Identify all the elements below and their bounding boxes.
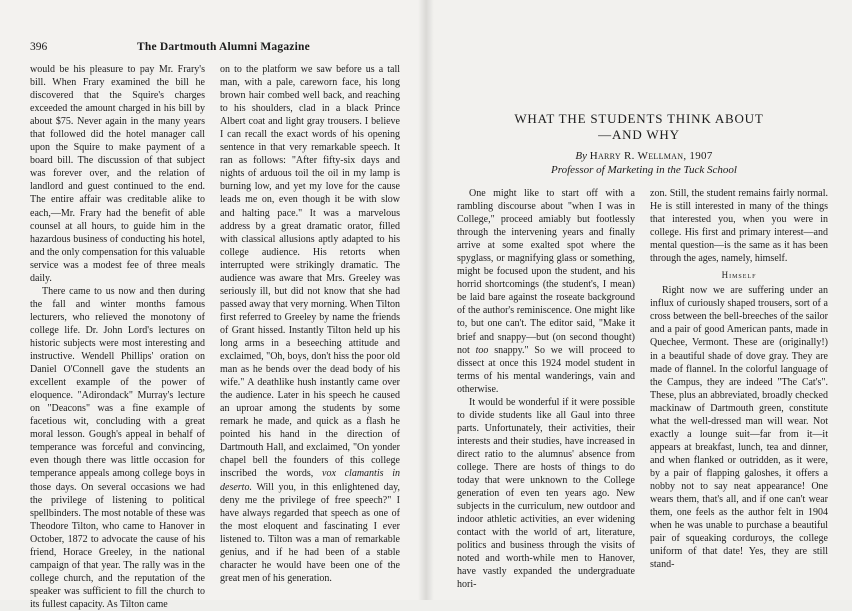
byline-by: By <box>575 150 587 162</box>
text-run: One might like to start off with a rambling discourse about "when I was in College," proceed amiably but footlessly through the intervening years and finally arrive at some exalted spot where the spyglass, or magnifying glass or something, might be focused upon the student, and his horrid shortcomings (the student's, I mean) be laid bare against the roseate background of the author's reminiscence. One might like to, but one can't. The editor said, "Make it brief and snappy—but (on second thought) not <box>457 188 635 356</box>
left-column-2 <box>220 63 400 585</box>
section-heading: Himself <box>721 270 757 281</box>
byline-author: Harry R. Wellman, 1907 <box>589 150 713 162</box>
right-column-2 <box>650 187 828 571</box>
byline <box>456 149 832 163</box>
paragraph: It would be wonderful if it were possible to divide students like all Gaul into three parts. Unfortunately, their activities, their interests and their studies, have increased in direct ratio to the alumnus' absence from college. There are hosts of things to do today that were unknown to the College generation of even ten years ago. New subjects in the curriculum, new outdoor and indoor athletic activities, an ever widening contact with the world of art, literature, politics and business through the visits of noted and worth-while men to Hanover, have vastly expanded the undergraduate hori- <box>457 396 635 591</box>
paragraph <box>220 63 400 585</box>
book-gutter-shadow <box>418 0 434 600</box>
text-run: Will you, in this enlightened day, deny me the privilege of free speech?" I have always regarded that speech as one of the most eloquent and fascinating I ever listened to. Tilton was a man of remarkable genius, and if he had been of a stable character he would have been one of the great men of his generation. <box>220 481 400 584</box>
paragraph <box>457 187 635 396</box>
paragraph: zon. Still, the student remains fairly normal. He is still interested in many of the things that interested you, when you were in college. His first and primary interest—and mental question—is the same as it has been through the ages, namely, himself. <box>650 188 828 265</box>
paragraph: would be his pleasure to pay Mr. Frary's bill. When Frary examined the bill he discovered that the Squire's charges exceeded the amount charged in his bill by about $75. Never again in the many years that followed did the hotel manager call upon the Squire to make payment of a board bill. The discussion of that subject was forever over, and the relation of landlord and guest continued to the end. The entire affair was creditable alike to each,—Mr. Frary had the benefit of able counsel at all hours, to guide him in the hazardous business of conducting his hotel, and the only compensation for this valuable service was a modest fee of three meals daily. <box>30 64 205 284</box>
magazine-title: The Dartmouth Alumni Magazine <box>137 41 310 53</box>
article-title-line-1: WHAT THE STUDENTS THINK ABOUT <box>514 111 764 126</box>
article-title-line-2: —AND WHY <box>598 127 680 142</box>
page-number: 396 <box>30 41 48 53</box>
paragraph: There came to us now and then during the fall and winter months famous lecturers, who relieved the monotony of college life. Dr. John Lord's lectures on historic subjects were most interesting and instructive. Wendell Phillips' oration on Daniel O'Connell gave the students an excellent example of the power of eloquence. "Adirondack" Murray's lecture on "Deacons" was a fine example of facetious wit, concluding with a great moral lesson. Gough's appeal in behalf of temperance was forceful and convincing, even though there was little occasion for temperance appeals among college boys in those days. On several occasions we had the privilege of listening to political spellbinders. The most notable of these was Theodore Tilton, who came to Hanover in October, 1872 to advocate the cause of his friend, Horace Greeley, in the national campaign of that year. The rally was in the college church, and the reputation of the speaker was sufficient to fill the church to its fullest capacity. As Tilton came <box>30 285 205 610</box>
left-page <box>0 0 426 610</box>
emphasis: too <box>475 344 489 356</box>
right-column-1 <box>457 187 635 591</box>
right-page <box>426 0 852 600</box>
paragraph: Right now we are suffering under an influx of curiously shaped trousers, sort of a cross between the bell-breeches of the sailor and a pair of good American pants, made in Quechee, Vermont. These are (originally!) in a beautiful shade of dove gray. They are made of flannel. In the colorful language of the Campus, they are indeed "The Cat's". These, plus an abbreviated, broadly checked mackinaw of Dartmouth green, constitute what the well-dressed man will wear. Not exactly a lounge suit—far from it—it appears at breakfast, lunch, tea and dinner, and when flanked or outridden, as it were, by a pair of flapping galoshes, it offers a nobby not to say neat appearance! One wears them, that's all, and if one can't wear them, one feels as the author felt in 1904 when he was unable to purchase a beautiful pair of squeaking corduroys, the college uniform of that date! Yes, they are still stand- <box>650 285 828 571</box>
running-head <box>30 40 410 54</box>
text-run: snappy." So we will proceed to dissect at once this 1924 model student in terms of his mental wanderings, vain and otherwise. <box>457 344 636 395</box>
author-title: Professor of Marketing in the Tuck School <box>551 164 737 176</box>
text-run: on to the platform we saw before us a tall man, with a pale, careworn face, his long brown hair combed well back, and reaching to his shoulders, clad in a black Prince Albert coat and light gray trousers. I believe I can recall the exact words of his opening sentence in that very remarkable speech. It ran as follows: "After fifty-six days and nights of arduous toil the oil in my lamp is burning low, and yet my love for the cause leads me on, even though it be with slow and halting pace." It was a marvelous address by a great dramatic orator, filled with classical allusions aptly adapted to his college audience. His retorts when interrupted were strikingly dramatic. The audience was aware that Mrs. Greeley was seriously ill, but did not know that she had passed away that very morning. When Tilton first referred to Greeley by name the friends of Grant hissed. Instantly Tilton held up his long arms in a beseeching attitude and exclaimed, "Oh, boys, don't hiss the poor old man as he bends over the dead body of his wife." A deathlike hush instantly came over the audience. Later in his speech he caused an uproar among the students by some remark he made, and quick as a flash he pointed his hand in the direction of Dartmouth Hall, and exclaimed, "On yonder chapel bell the founders of this college inscribed the words, <box>220 64 400 480</box>
left-column-1 <box>30 63 205 611</box>
latin-motto: vox clamantis in deserto. <box>220 468 400 493</box>
